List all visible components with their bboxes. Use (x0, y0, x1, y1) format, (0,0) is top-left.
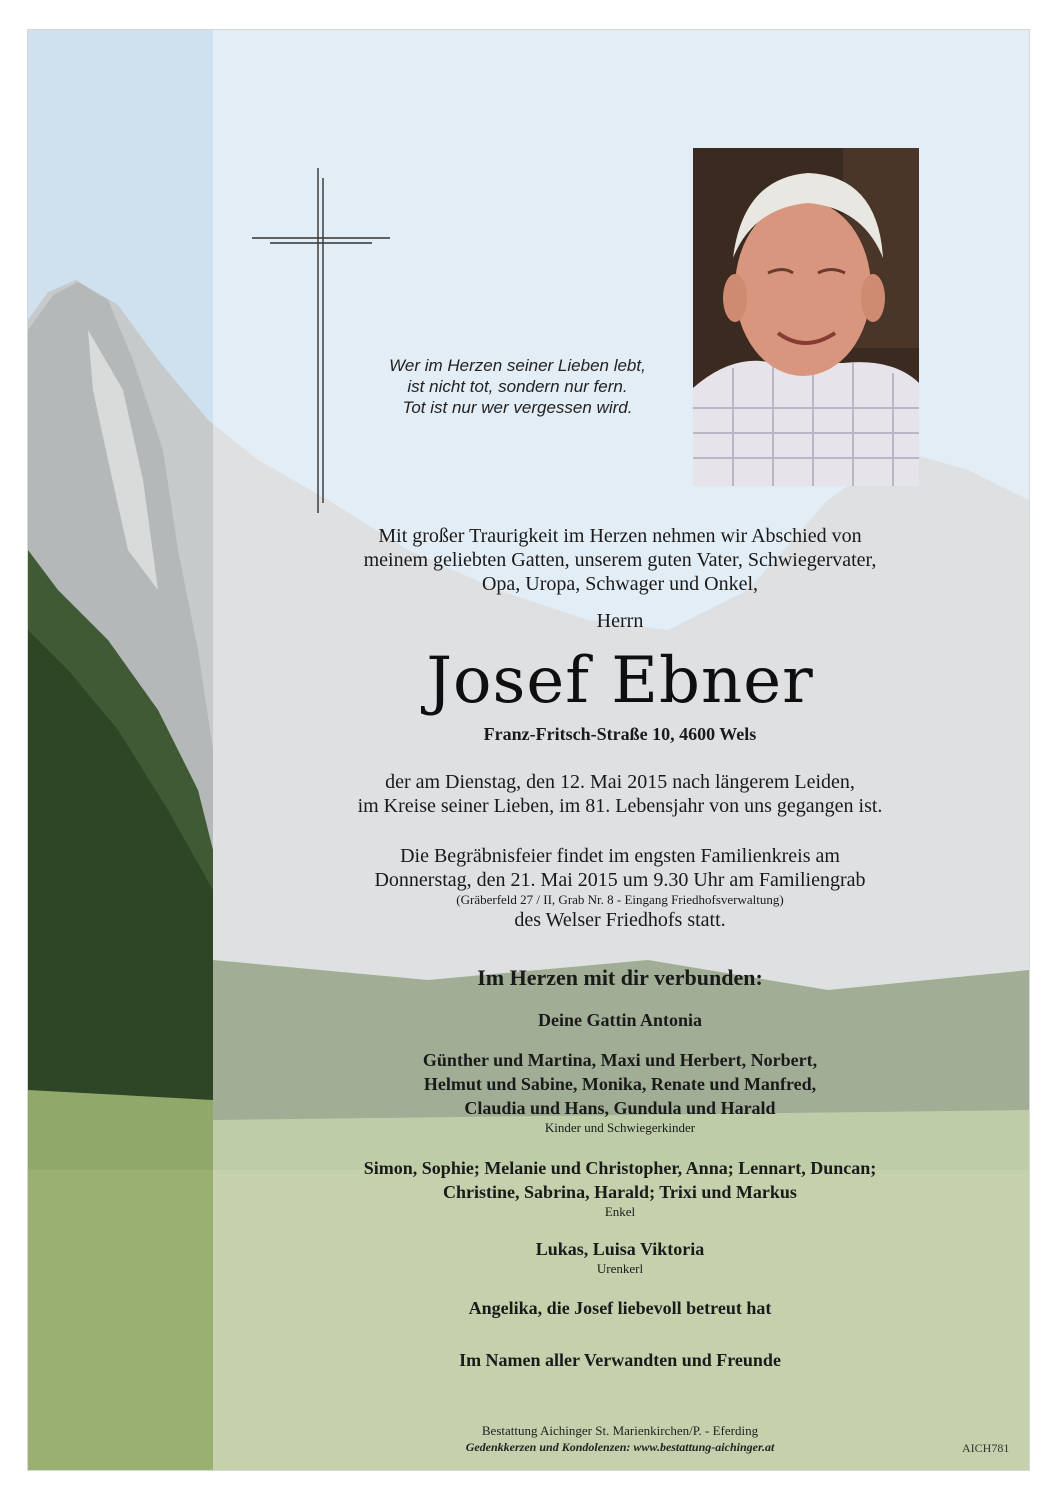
salutation: Herrn (596, 610, 644, 632)
deceased-address: Franz-Fritsch-Straße 10, 4600 Wels (483, 724, 757, 744)
deceased-name: Josef Ebner (426, 644, 814, 718)
intro-line-2: meinem geliebten Gatten, unserem guten Vater, Schwiegervater, (363, 549, 877, 571)
document-code: AICH781 (962, 1441, 1010, 1455)
death-line-2: im Kreise seiner Lieben, im 81. Lebensjahr von uns gegangen ist. (357, 795, 883, 817)
funeral-line-1: Die Begräbnisfeier findet im engsten Familienkreis am (400, 845, 840, 867)
children-group (212, 1048, 1028, 1144)
funeral-grave-location: (Gräberfeld 27 / II, Grab Nr. 8 - Eingang Friedhofsverwaltung) (456, 892, 784, 907)
grandchildren-line-2: Christine, Sabrina, Harald; Trixi und Markus (443, 1182, 797, 1202)
mourners-heading: Im Herzen mit dir verbunden: (477, 965, 763, 990)
cross-icon (252, 168, 390, 513)
funeral-home-footer (212, 1423, 1028, 1455)
death-notice (212, 770, 1028, 818)
funeral-line-2: Donnerstag, den 21. Mai 2015 um 9.30 Uhr am Familiengrab (374, 869, 866, 891)
quote-line-1: Wer im Herzen seiner Lieben lebt, (389, 356, 646, 375)
caregiver-note: Angelika, die Josef liebevoll betreut hat (468, 1298, 772, 1318)
intro-line-3: Opa, Uropa, Schwager und Onkel, (481, 573, 759, 595)
children-line-3: Claudia und Hans, Gundula und Harald (464, 1098, 776, 1118)
memorial-quote (360, 355, 675, 418)
grandchildren-group (212, 1156, 1028, 1228)
children-label: Kinder und Schwiegerkinder (544, 1120, 696, 1135)
death-line-1: der am Dienstag, den 12. Mai 2015 nach längerem Leiden, (385, 771, 855, 793)
great-grandchildren-group (212, 1237, 1028, 1277)
children-line-1: Günther und Martina, Maxi und Herbert, Norbert, (422, 1050, 818, 1070)
funeral-details (212, 844, 1028, 932)
deceased-portrait-photo (693, 148, 919, 486)
quote-line-2: ist nicht tot, sondern nur fern. (407, 377, 628, 396)
quote-line-3: Tot ist nur wer vergessen wird. (402, 398, 633, 417)
great-grandchildren-label: Urenkerl (596, 1261, 644, 1276)
funeral-home-name: Bestattung Aichinger St. Marienkirchen/P. - Eferding (481, 1423, 759, 1438)
funeral-line-4: des Welser Friedhofs statt. (514, 909, 726, 931)
farewell-intro (212, 524, 1028, 596)
closing-line: Im Namen aller Verwandten und Freunde (459, 1350, 781, 1370)
grandchildren-line-1: Simon, Sophie; Melanie und Christopher, Anna; Lennart, Duncan; (363, 1158, 877, 1178)
grandchildren-label: Enkel (604, 1204, 636, 1219)
spouse-name: Deine Gattin Antonia (537, 1010, 702, 1030)
intro-line-1: Mit großer Traurigkeit im Herzen nehmen wir Abschied von (378, 525, 862, 547)
great-grandchildren-names: Lukas, Luisa Viktoria (535, 1239, 705, 1259)
condolence-website: Gedenkkerzen und Kondolenzen: www.bestattung-aichinger.at (465, 1440, 775, 1454)
children-line-2: Helmut und Sabine, Monika, Renate und Manfred, (423, 1074, 817, 1094)
